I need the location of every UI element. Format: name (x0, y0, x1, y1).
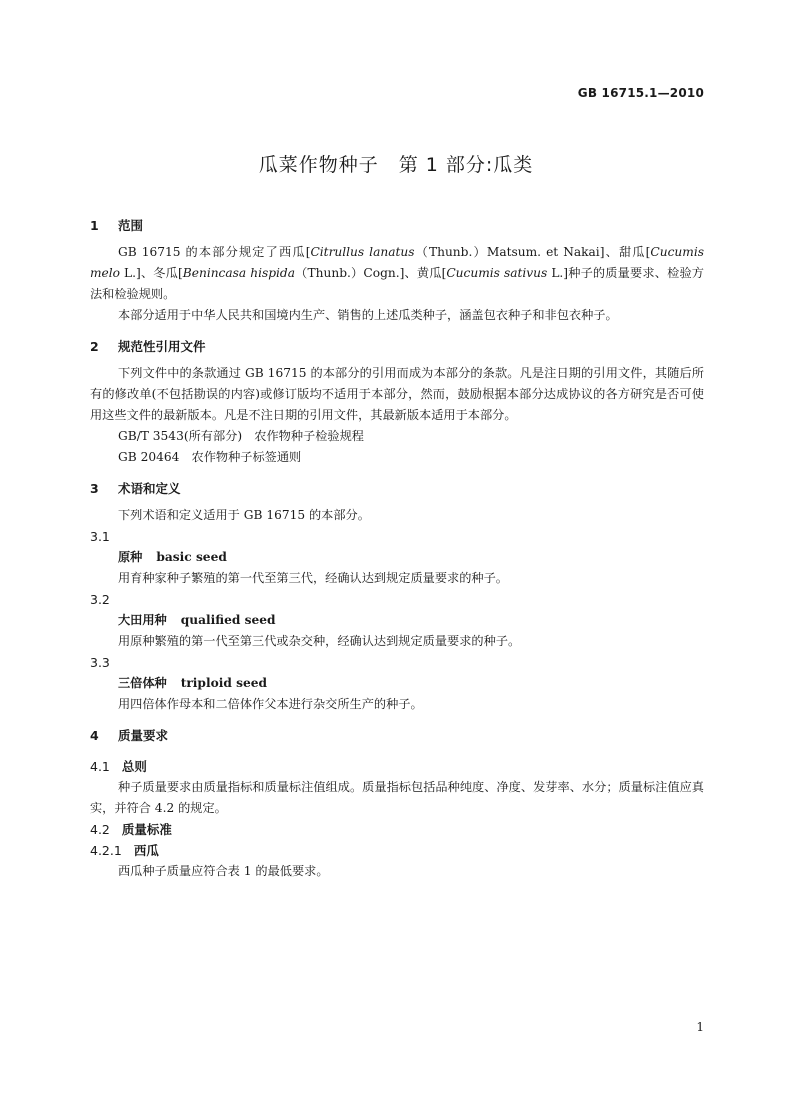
term-1: 原种 basic seed (118, 550, 227, 564)
standard-code: GB 16715.1—2010 (577, 86, 704, 100)
section-2-paragraph: 下列文件中的条款通过 GB 16715 的本部分的引用而成为本部分的条款。凡是注日期的引用文件，其随后所有的修改单(不包括勘误的内容)或修订版均不适用于本部分，然而，鼓励根据本部分达成协议的各方研究是否可使用这些文件的最新版本。凡是不注日期的引用文件，其最新版本适用于本部分。 (90, 366, 704, 422)
page-number: 1 (696, 1020, 704, 1034)
document-title: 瓜菜作物种子 第 1 部分:瓜类 (258, 154, 534, 176)
section-1-paragraph-2: 本部分适用于中华人民共和国境内生产、销售的上述瓜类种子，涵盖包衣种子和非包衣种子。 (118, 308, 618, 322)
section-4-2-1-heading: 4.2.1 西瓜 (90, 843, 159, 858)
section-3-heading: 3 术语和定义 (90, 481, 181, 496)
section-1-heading: 1 范围 (90, 218, 144, 233)
term-2: 大田用种 qualified seed (118, 613, 276, 627)
document-body (90, 215, 704, 882)
term-1-definition: 用育种家种子繁殖的第一代至第三代，经确认达到规定质量要求的种子。 (118, 571, 508, 585)
section-3-intro: 下列术语和定义适用于 GB 16715 的本部分。 (118, 508, 370, 522)
section-4-heading: 4 质量要求 (90, 728, 169, 743)
section-4-1-heading: 4.1 总则 (90, 759, 147, 774)
term-3-number: 3.3 (90, 655, 110, 670)
section-4-1-paragraph: 种子质量要求由质量指标和质量标注值组成。质量指标包括品种纯度、净度、发芽率、水分；质量标注值应真实，并符合 4.2 的规定。 (90, 780, 704, 815)
section-2-heading: 2 规范性引用文件 (90, 339, 206, 354)
term-2-definition: 用原种繁殖的第一代至第三代或杂交种，经确认达到规定质量要求的种子。 (118, 634, 521, 648)
section-4-2-heading: 4.2 质量标准 (90, 822, 172, 837)
term-2-number: 3.2 (90, 592, 110, 607)
section-1-paragraph-1: GB 16715 的本部分规定了西瓜[Citrullus lanatus（Thunb.）Matsum. et Nakai]、甜瓜[Cucumis melo L.]、冬瓜[Benincasa hispida（Thunb.）Cogn.]、黄瓜[Cucumis sativus L.]种子的质量要求、检验方法和检验规则。 (90, 245, 704, 301)
term-3-definition: 用四倍体作母本和二倍体作父本进行杂交所生产的种子。 (118, 697, 423, 711)
term-3: 三倍体种 triploid seed (118, 676, 267, 690)
section-4-2-1-paragraph: 西瓜种子质量应符合表 1 的最低要求。 (118, 864, 329, 878)
reference-1: GB/T 3543(所有部分) 农作物种子检验规程 (118, 429, 364, 443)
reference-2: GB 20464 农作物种子标签通则 (118, 450, 302, 464)
term-1-number: 3.1 (90, 529, 110, 544)
